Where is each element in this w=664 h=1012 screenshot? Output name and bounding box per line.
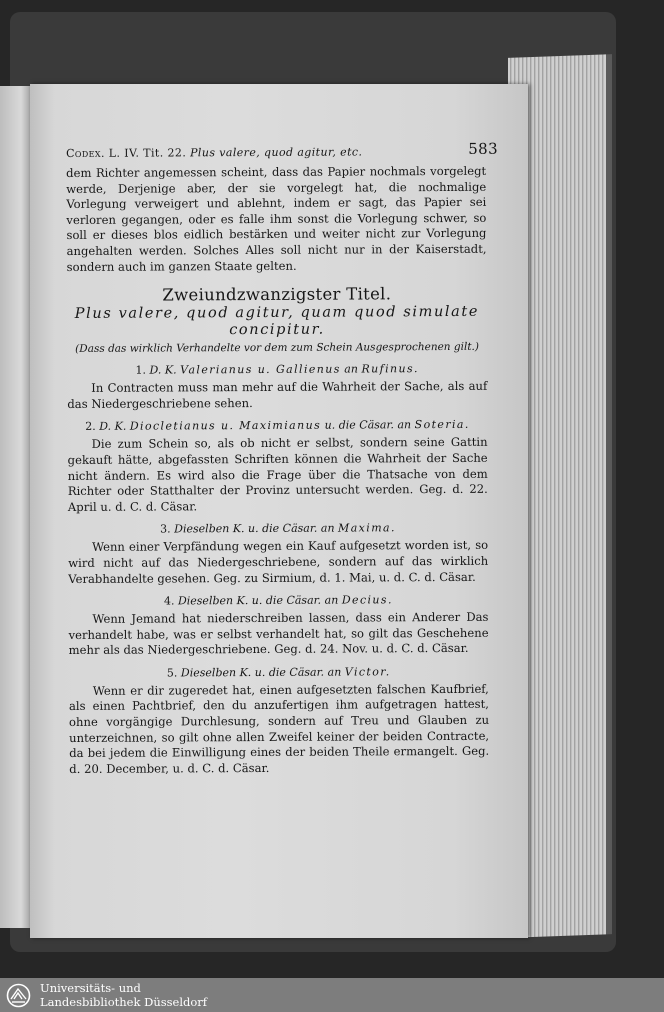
law-text-5: Wenn er dir zugeredet hat, einen aufgesetzten falschen Kaufbrief, als einen Pachtbrief, den du anzufertigen ihm aufgetragen hattest, ohne vorgängige Durchlesung, sondern auf Treu und Glauben zu unterzeichnen, so gilt ohne allen Zweifel keiner der beiden Contracte, da bei jedem die Einwilligung eines der beiden Theile ermangelt. Geg. d. 20. December, u. d. C. d. Cäsar. (68, 681, 490, 776)
law-recipient: Soteria. (414, 418, 470, 432)
library-name-line1: Universitäts- und (40, 981, 141, 995)
law-heading-2 (67, 418, 487, 433)
law-names: Valerianus u. Gallienus (180, 362, 341, 377)
law-text-2: Die zum Schein so, als ob nicht er selbst, sondern seine Gattin gekauft hätte, abgefassten Schriften können die Wahrheit der Sache nicht ändern. Es wird also die Frage über die Thatsache von dem Richter oder Statthalter der Provinz untersucht werden. Geg. d. 22. April u. d. C. d. Cäsar. (67, 435, 488, 514)
law-number: 1. (135, 363, 147, 377)
law-number: 4. (163, 594, 175, 608)
law-heading-text: D. K. (99, 420, 127, 434)
law-recipient: Rufinus. (361, 362, 419, 376)
law-recipient: Decius. (341, 593, 393, 607)
law-connector: an (344, 362, 358, 376)
law-heading-1 (67, 362, 487, 377)
library-name[interactable] (40, 981, 207, 1009)
chapter-title: Zweiundzwanzigster Titel. (162, 284, 392, 305)
law-heading-4 (68, 593, 488, 608)
library-footer (0, 978, 664, 1012)
opening-paragraph: dem Richter angemessen scheint, dass das Papier nochmals vorgelegt werde, Derjenige aber, der sie vorgelegt hat, die nochmalige Vorlegung verweigert und ablehnt, indem er sagt, das Papier sei verloren gegangen, oder es falle ihm sonst die Vorlegung schwer, so soll er dieses blos eidlich bestärken und weiter nicht zur Vorlegung angehalten werden. Solches Alles soll nicht nur in der Kaiserstadt, sondern auch im ganzen Staate gelten. (66, 163, 487, 274)
ulb-logo-icon[interactable] (6, 983, 31, 1008)
law-recipient: Victor. (344, 665, 391, 679)
law-heading-text: Dieselben K. u. die Cäsar. an (174, 521, 335, 536)
law-recipient: Maxima. (337, 521, 396, 535)
law-heading-text: Dieselben K. u. die Cäsar. an (180, 665, 342, 680)
page-number: 583 (468, 139, 499, 158)
law-heading-3 (68, 521, 488, 536)
chapter-subtitle-line2: concipitur. (229, 321, 325, 339)
left-page-edge (0, 86, 30, 928)
law-text-4: Wenn Jemand hat niederschreiben lassen, dass ein Anderer Das verhandelt habe, was er selbst verhandelt hat, so gilt das Geschehene mehr als das Niedergeschriebene. Geg. d. 24. Nov. u. d. C. d. Cäsar. (68, 609, 489, 658)
law-number: 5. (166, 666, 178, 680)
law-connector: u. die Cäsar. an (324, 418, 412, 432)
law-names: Diocletianus u. Maximianus (129, 419, 322, 434)
law-number: 2. (85, 420, 96, 434)
book-page (30, 84, 528, 938)
law-heading-text: D. K. (149, 363, 177, 377)
library-name-line2: Landesbibliothek Düsseldorf (40, 995, 208, 1009)
chapter-subtitle-line1: Plus valere, quod agitur, quam quod simulate (74, 303, 480, 323)
law-heading-5 (69, 665, 489, 680)
header-codex: Codex. (66, 146, 105, 160)
header-book-title: L. IV. Tit. 22. (108, 146, 187, 160)
chapter-subtitle (67, 304, 487, 340)
header-running-title: Plus valere, quod agitur, etc. (190, 145, 363, 160)
page-content (66, 139, 499, 778)
chapter-note: (Dass das wirklich Verhandelte vor dem zum Schein Ausgesprochenen gilt.) (75, 340, 480, 356)
law-heading-text: Dieselben K. u. die Cäsar. an (177, 593, 339, 608)
law-text-3: Wenn einer Verpfändung wegen ein Kauf aufgesetzt worden ist, so wird nicht auf das Niedergeschriebene, sondern auf das wirklich Verabhandelte gesehen. Geg. zu Sirmium, d. 1. Mai, u. d. C. d. Cäsar. (68, 538, 489, 586)
law-number: 3. (160, 522, 171, 536)
running-head (66, 139, 499, 166)
law-text-1: In Contracten muss man mehr auf die Wahrheit der Sache, als auf das Niedergeschriebene sehen. (67, 378, 488, 411)
